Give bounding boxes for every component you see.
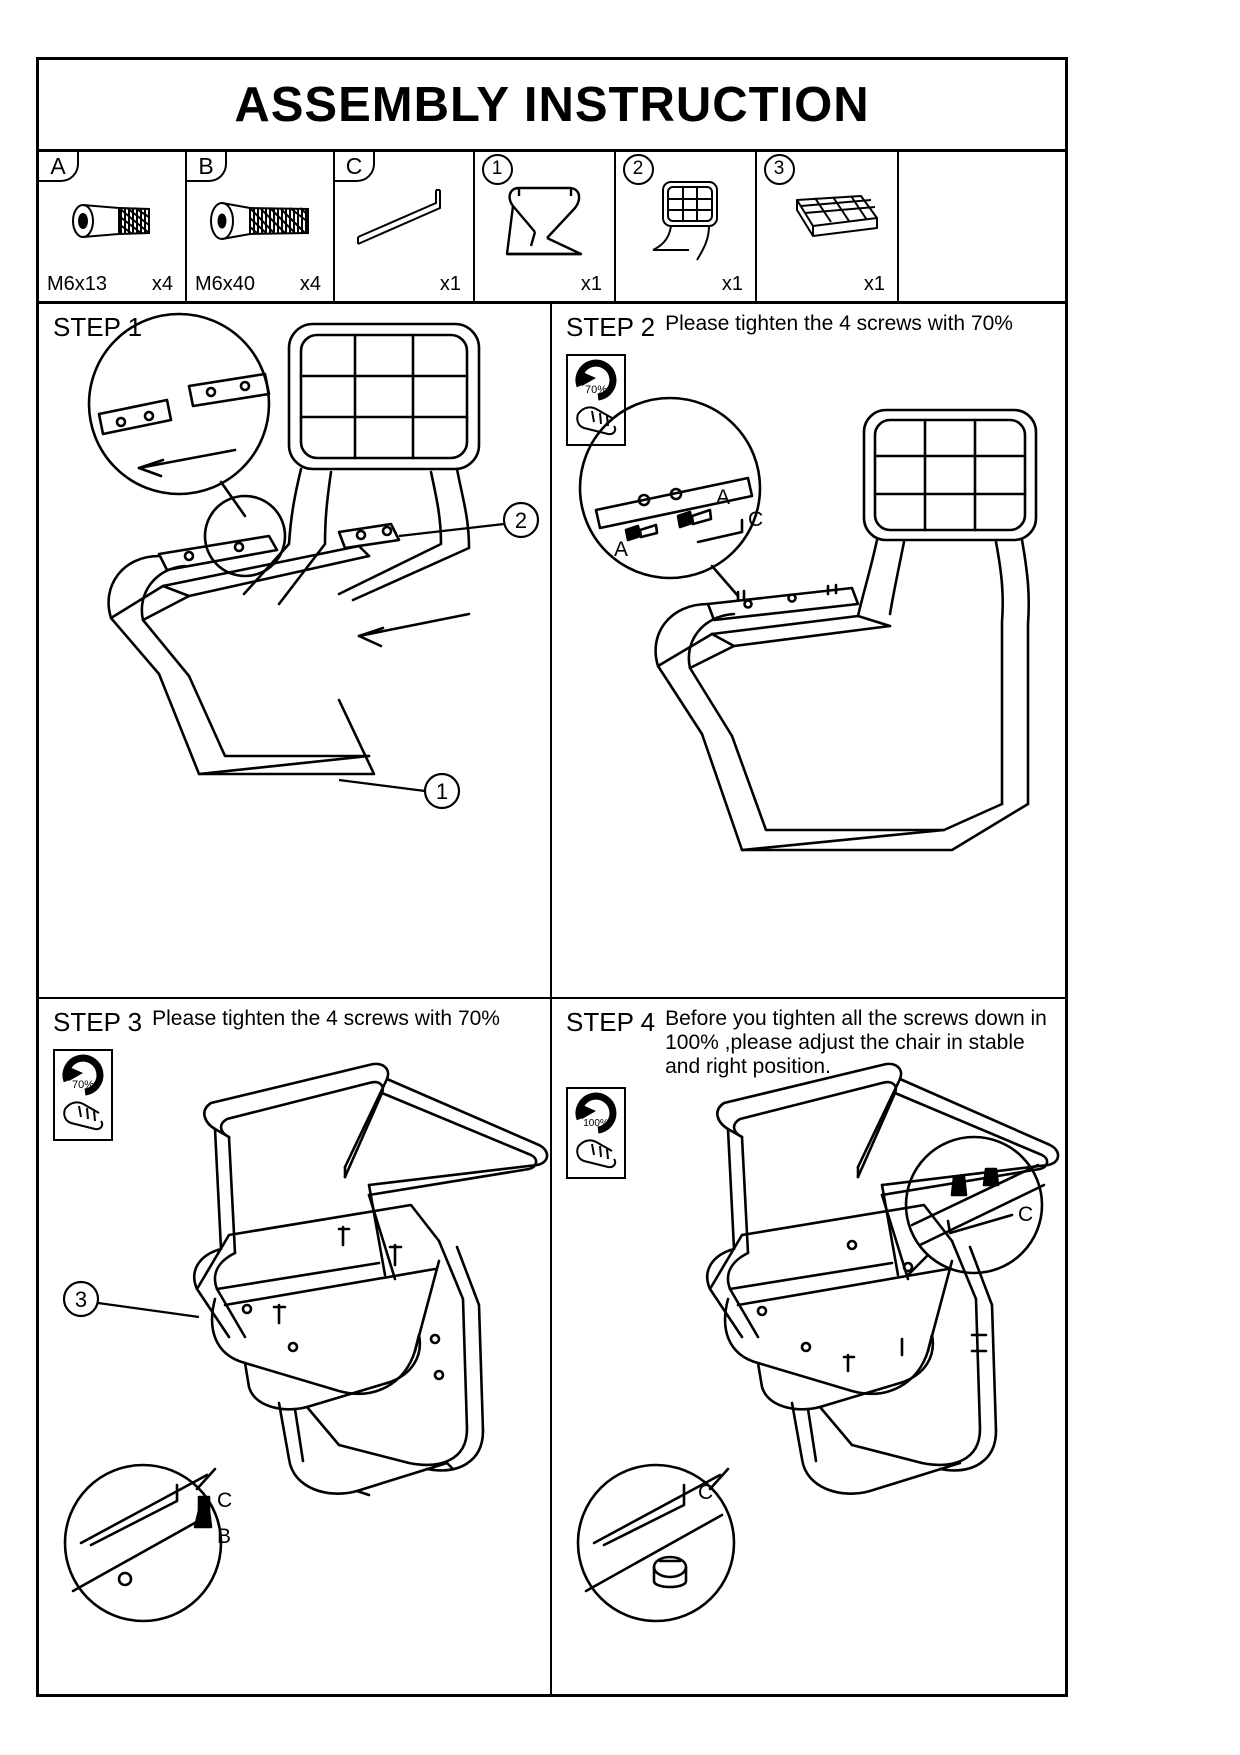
step-4-detail-label-c2: C [698, 1481, 714, 1504]
part-label-3: 3 [757, 152, 801, 186]
step-2-illustration [552, 304, 1065, 997]
step-3-detail-label-c: C [217, 1489, 233, 1512]
steps-grid [39, 304, 1065, 1694]
step-2-detail-label-a1: A [614, 538, 629, 561]
step-3-detail-label-b: B [217, 1525, 232, 1548]
part-qty-c: x1 [439, 272, 461, 295]
bolt-short-icon [39, 178, 185, 264]
part-footer-b [187, 271, 333, 297]
parts-list [39, 152, 1065, 304]
chair-base-frame-icon [475, 178, 614, 264]
step-3-panel [39, 999, 552, 1694]
part-qty-3: x1 [863, 272, 885, 295]
step-4-illustration [552, 999, 1065, 1694]
part-code-a: M6x13 [47, 272, 108, 295]
step-2-detail-label-c: C [748, 508, 764, 531]
step-1-callout-2: 2 [514, 508, 528, 533]
part-footer-1 [475, 271, 614, 297]
part-item-c [335, 152, 475, 301]
step-2-note: Please tighten the 4 screws with 70% [665, 312, 1013, 335]
step-4-torque-value: 100% [583, 1118, 609, 1129]
part-code-b: M6x40 [195, 272, 256, 295]
step-2-panel [552, 304, 1065, 999]
part-item-2 [616, 152, 757, 301]
step-4-detail-label-c1: C [1018, 1203, 1034, 1226]
step-1-panel [39, 304, 552, 999]
step-3-torque-value: 70% [71, 1079, 95, 1091]
part-footer-2 [616, 271, 755, 297]
part-item-3 [757, 152, 899, 301]
chair-seat-cushion-icon [757, 178, 897, 264]
part-qty-2: x1 [721, 272, 743, 295]
step-3-note: Please tighten the 4 screws with 70% [152, 1007, 500, 1030]
step-2-torque-value: 70% [584, 384, 608, 396]
part-label-2: 2 [616, 152, 660, 186]
part-footer-3 [757, 271, 897, 297]
part-qty-1: x1 [580, 272, 602, 295]
part-footer-c [335, 271, 473, 297]
part-label-b: B [187, 152, 227, 182]
step-1-callout-1: 1 [435, 779, 449, 804]
step-3-callout-3: 3 [74, 1287, 88, 1312]
step-3-illustration [39, 999, 550, 1694]
part-label-a: A [39, 152, 79, 182]
bolt-long-icon [187, 178, 333, 264]
step-2-detail-label-a2: A [716, 486, 731, 509]
step-2-label: STEP 2 [566, 312, 656, 342]
part-label-1: 1 [475, 152, 519, 186]
part-item-a [39, 152, 187, 301]
part-item-b [187, 152, 335, 301]
part-item-1 [475, 152, 616, 301]
part-label-c: C [335, 152, 375, 182]
chair-backrest-icon [616, 178, 755, 264]
step-3-label: STEP 3 [53, 1007, 143, 1037]
step-4-label: STEP 4 [566, 1007, 656, 1037]
part-qty-a: x4 [151, 272, 173, 295]
instruction-sheet-border [36, 57, 1068, 1697]
part-footer-a [39, 271, 185, 297]
step-4-note: Before you tighten all the screws down in 100% ,please adjust the chair in stable and right position. [665, 1007, 1047, 1079]
allen-key-icon [335, 178, 473, 264]
part-qty-b: x4 [299, 272, 321, 295]
step-1-label: STEP 1 [53, 312, 143, 342]
step-4-panel [552, 999, 1065, 1694]
parts-empty-cell [899, 152, 1065, 301]
page-title: ASSEMBLY INSTRUCTION [39, 60, 1065, 152]
step-1-illustration [39, 304, 550, 997]
